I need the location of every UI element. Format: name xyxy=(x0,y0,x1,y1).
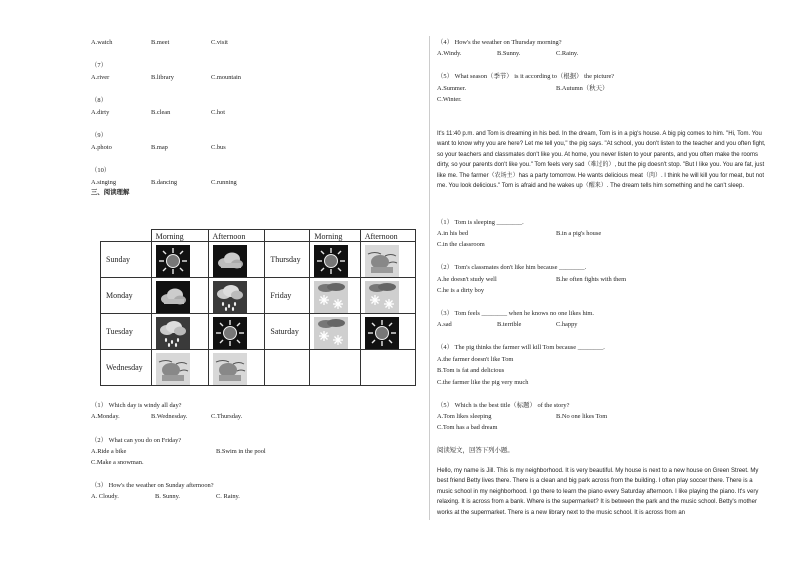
windy-icon xyxy=(213,353,247,385)
option-text[interactable]: C.the farmer like the pig very much xyxy=(437,379,529,386)
question-number: （7） xyxy=(91,62,107,69)
question-text: （3） Tom feels ________ when he knows no one likes him. xyxy=(437,310,594,317)
option-text[interactable]: C.happy xyxy=(556,321,578,328)
column-header: Afternoon xyxy=(360,230,415,242)
option-text[interactable]: C.hot xyxy=(211,109,226,116)
snowy-icon xyxy=(314,317,348,349)
option-text[interactable]: C.Tom has a bad dream xyxy=(437,424,498,431)
column-header: Morning xyxy=(310,230,360,242)
day-label: Thursday xyxy=(265,242,310,278)
option-text[interactable]: B.Tom is fat and delicious xyxy=(437,367,505,374)
option-text[interactable]: A.photo xyxy=(91,144,112,151)
cloudy-icon xyxy=(156,281,190,313)
option-text[interactable]: B.terrible xyxy=(497,321,522,328)
option-text[interactable]: B.Sunny. xyxy=(497,50,521,57)
question-number: （9） xyxy=(91,132,107,139)
option-text[interactable]: C.mountain xyxy=(211,74,241,81)
option-text[interactable]: B.Swim in the pool xyxy=(216,448,266,455)
question-text: （1） Tom is sleeping ________. xyxy=(437,219,524,226)
option-text[interactable]: B.in a pig's house xyxy=(556,230,602,237)
reading-passage: Hello, my name is Jill. This is my neighborhood. It is very beautiful. My house is next to a new house on Green Street. My best friend Betty lives there. There is a clean and big park across from the building. I often play soccer there. There is a music school in my neighborhood. I go there to learn the piano every Saturday afternoon. I like playing the piano. It's very relaxing. It is across from a bank. Where is the supermarket? It is between the park and the music school. Betty's mother works at the supermarket. There is a new library next to the music school. It is across from an xyxy=(437,468,759,516)
question-text: （4） The pig thinks the farmer will kill Tom because ________. xyxy=(437,344,605,351)
question-text: （5） Which is the best title（标题） of the story? xyxy=(437,402,570,409)
option-text[interactable]: B.library xyxy=(151,74,174,81)
option-text[interactable]: A.Summer. xyxy=(437,85,467,92)
question-text: （3） How's the weather on Sunday afternoon? xyxy=(91,482,214,489)
day-label: Sunday xyxy=(101,242,152,278)
option-text[interactable]: A.Tom likes sleeping xyxy=(437,413,492,420)
option-text[interactable]: C.Make a snowman. xyxy=(91,459,144,466)
reading-passage: It's 11:40 p.m. and Tom is dreaming in his bed. In the dream, Tom is in a pig's house. A big pig comes to him. "Hi, Tom. You want to know why you are here? Let me tell you," the pig says. "At school, you don't listen to the teacher and you often fight, so your teachers and classmates don't like you. At home, you never listen to your parents, and you often make the rooms dirty, so your parents don't like you." Tom feels very sad（难过的）, but the pig doesn't stop. "But I like you. You are fat, just like me. The farmer（农场主）has a party tomorrow. He wants delicious meat（肉）. I think he will kill you for meat, but not me. You look delicious." Tom is afraid and he wakes up（醒来）. The dream tells him something and he can't sleep. xyxy=(437,131,766,190)
option-text[interactable]: B.No one likes Tom xyxy=(556,413,608,420)
option-text[interactable]: A.sad xyxy=(437,321,452,328)
column-header: Morning xyxy=(151,230,208,242)
question-text: （5） What season（季节） is it according to（根据） the picture? xyxy=(437,73,615,80)
option-text[interactable]: C.in the classroom xyxy=(437,241,485,248)
option-text[interactable]: B.meet xyxy=(151,39,170,46)
option-text[interactable]: A.Ride a bike xyxy=(91,448,127,455)
option-text[interactable]: A.watch xyxy=(91,39,113,46)
question-text: （2） Tom's classmates don't like him because ________. xyxy=(437,264,587,271)
option-text[interactable]: A.he doesn't study well xyxy=(437,276,497,283)
snowy-icon xyxy=(365,281,399,313)
option-text[interactable]: B.dancing xyxy=(151,179,178,186)
table-header-row xyxy=(101,230,416,242)
option-text[interactable]: B.map xyxy=(151,144,168,151)
option-text[interactable]: C.Winter. xyxy=(437,96,462,103)
question-text: （2） What can you do on Friday? xyxy=(91,437,182,444)
day-label: Saturday xyxy=(265,314,310,350)
table-row xyxy=(101,278,416,314)
option-text[interactable]: A. Cloudy. xyxy=(91,493,119,500)
day-label: Tuesday xyxy=(101,314,152,350)
day-label: Monday xyxy=(101,278,152,314)
option-text[interactable]: A.the farmer doesn't like Tom xyxy=(437,356,514,363)
option-text[interactable]: C.Rainy. xyxy=(556,50,579,57)
weather-table xyxy=(100,229,416,386)
option-text[interactable]: A.dirty xyxy=(91,109,110,116)
option-text[interactable]: A.singing xyxy=(91,179,117,186)
windy-icon xyxy=(365,245,399,277)
snowy-icon xyxy=(314,281,348,313)
rainy-icon xyxy=(156,317,190,349)
option-text[interactable]: C.running xyxy=(211,179,237,186)
windy-icon xyxy=(156,353,190,385)
column-header: Afternoon xyxy=(208,230,265,242)
option-text[interactable]: C.Thursday. xyxy=(211,413,243,420)
table-row xyxy=(101,314,416,350)
option-text[interactable]: B.Wednesday. xyxy=(151,413,188,420)
table-row xyxy=(101,242,416,278)
option-text[interactable]: B.he often fights with them xyxy=(556,276,627,283)
option-text[interactable]: A.Windy. xyxy=(437,50,462,57)
question-text: （4） How's the weather on Thursday morning? xyxy=(437,39,562,46)
option-text[interactable]: A.river xyxy=(91,74,110,81)
sunny-icon xyxy=(365,317,399,349)
question-text: （1） Which day is windy all day? xyxy=(91,402,182,409)
option-text[interactable]: A.Monday. xyxy=(91,413,120,420)
question-number: （8） xyxy=(91,97,107,104)
sunny-icon xyxy=(213,317,247,349)
question-number: （10） xyxy=(91,167,111,174)
instruction-text: 阅读短文，回答下列小题。 xyxy=(437,447,514,454)
option-text[interactable]: B.clean xyxy=(151,109,171,116)
option-text[interactable]: C. Rainy. xyxy=(216,493,240,500)
column-divider xyxy=(429,36,430,520)
option-text[interactable]: B. Sunny. xyxy=(155,493,180,500)
day-label: Wednesday xyxy=(101,350,152,386)
cloudy-icon xyxy=(213,245,247,277)
table-row xyxy=(101,350,416,386)
option-text[interactable]: B.Autumn（秋天） xyxy=(556,85,609,92)
option-text[interactable]: C.visit xyxy=(211,39,228,46)
option-text[interactable]: A.in his bed xyxy=(437,230,469,237)
rainy-icon xyxy=(213,281,247,313)
day-label: Friday xyxy=(265,278,310,314)
option-text[interactable]: C.he is a dirty boy xyxy=(437,287,485,294)
sunny-icon xyxy=(314,245,348,277)
option-text[interactable]: C.bus xyxy=(211,144,226,151)
section-title: 三、阅读理解 xyxy=(91,189,130,196)
sunny-icon xyxy=(156,245,190,277)
